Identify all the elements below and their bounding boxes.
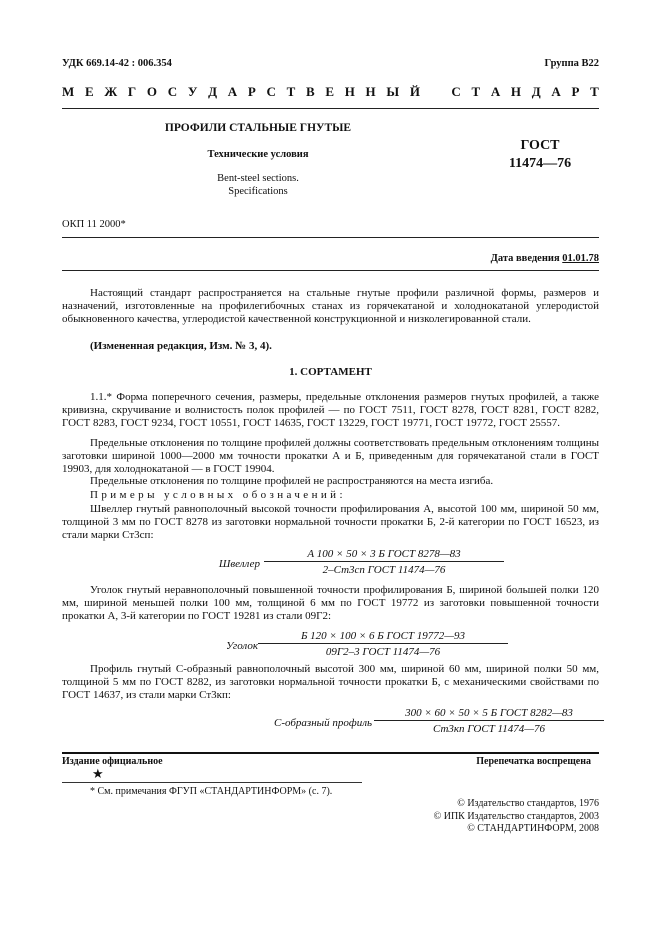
copyright-block (434, 798, 599, 836)
english-title (62, 172, 454, 198)
banner-letter: Ж (104, 84, 118, 99)
date-label: Дата введения (490, 253, 560, 264)
banner-letter: Е (325, 84, 334, 99)
reprint-prohibited: Перепечатка воспрещена (476, 756, 591, 767)
standard-subtitle: Технические условия (207, 149, 309, 160)
banner-letter: Е (84, 84, 94, 99)
example-3-numerator: 300 × 60 × 50 × 5 Б ГОСТ 8282—83 (374, 707, 604, 721)
footnote-rule (62, 782, 362, 783)
example-1-formula (62, 548, 599, 580)
banner-gap (431, 84, 441, 100)
banner-letter: Р (247, 84, 256, 99)
banner-letter: Н (365, 84, 376, 99)
example-2-fraction (258, 630, 508, 658)
banner-letter: Д (531, 84, 541, 99)
udk-code: УДК 669.14-42 : 006.354 (62, 58, 172, 69)
english-title-line-2: Specifications (228, 186, 288, 197)
banner-letter: Н (344, 84, 355, 99)
example-2-label: Уголок (226, 640, 258, 652)
example-3-fraction (374, 707, 604, 735)
example-1-fraction (264, 548, 504, 576)
banner-letter: С (266, 84, 276, 99)
banner-letter: А (490, 84, 501, 99)
banner-letter: С (167, 84, 178, 99)
banner-letter: В (305, 84, 315, 99)
date-rule (62, 270, 599, 271)
footnote: * См. примечания ФГУП «СТАНДАРТИНФОРМ» (с. 7). (90, 786, 333, 797)
gost-code: 11474—76 (508, 156, 572, 171)
banner-letter: Т (286, 84, 296, 99)
amendment-note: (Измененная редакция, Изм. № 3, 4). (90, 340, 272, 352)
example-3-label: С-образный профиль (274, 717, 372, 729)
banner-letter: Й (409, 84, 420, 99)
okp-rule (62, 237, 599, 238)
date-value: 01.01.78 (562, 253, 599, 264)
banner-letter: У (187, 84, 198, 99)
english-title-line-1: Bent-steel sections. (217, 173, 299, 184)
copyright-1976: © Издательство стандартов, 1976 (457, 798, 599, 809)
banner-letter: Р (571, 84, 580, 99)
example-1-numerator: А 100 × 50 × 3 Б ГОСТ 8278—83 (264, 548, 504, 562)
example-1-label: Швеллер (218, 558, 260, 570)
example-3-denominator: Ст3кп ГОСТ 11474—76 (432, 723, 546, 735)
banner-letter: М (62, 84, 75, 99)
copyright-2008: © СТАНДАРТИНФОРМ, 2008 (467, 823, 599, 834)
official-edition: Издание официальное (62, 756, 163, 767)
star-icon: ★ (92, 766, 104, 781)
example-2-denominator: 09Г2–3 ГОСТ 11474—76 (325, 646, 441, 658)
header-rule (62, 108, 599, 109)
paragraph-tolerances: Предельные отклонения по толщине профилей должны соответствовать предельным отклонениям толщины заготовки шириной 1000—2000 мм точности прокатки А и Б, приведенным для горячекатаной стали в ГОСТ 19903, для холоднокатаной — в ГОСТ 19904. (62, 437, 599, 476)
example-2-numerator: Б 120 × 100 × 6 Б ГОСТ 19772—93 (258, 630, 508, 644)
example-1-text: Швеллер гнутый равнополочный высокой точности профилирования А, высотой 100 мм, шириной 50 мм, толщиной 3 мм по ГОСТ 8278 из заготовки нормальной точности прокатки Б, 2-й категории по ГОСТ 16523, из стали марки Ст3сп: (62, 503, 599, 542)
gost-label: ГОСТ (520, 138, 560, 153)
example-1-denominator: 2–Ст3сп ГОСТ 11474—76 (322, 564, 446, 576)
banner-letter: А (227, 84, 238, 99)
banner-letter: С (451, 84, 461, 99)
intro-paragraph: Настоящий стандарт распространяется на стальные гнутые профили различной формы, размеров и назначений, изготовленные на профилегибочных станах из горячекатаной и холоднокатаной углеродистой обыкновенного качества, углеродистой качественной конструкционной и низколегированной стали. (62, 287, 599, 326)
banner-letter: Т (590, 84, 599, 99)
example-3-text: Профиль гнутый С-образный равнополочный высотой 300 мм, шириной 60 мм, шириной полки 50 мм, толщиной 5 мм по ГОСТ 8282, из заготовки нормальной точности прокатки Б, с механическими свойствами по ГОСТ 14637, из стали марки Ст3кп: (62, 663, 599, 702)
banner-letter: Т (471, 84, 481, 99)
paragraph-bend-note: Предельные отклонения по толщине профилей не распространяются на места изгиба. (90, 475, 494, 487)
footer-rule (62, 752, 599, 754)
okp-code: ОКП 11 2000* (62, 219, 126, 230)
copyright-2003: © ИПК Издательство стандартов, 2003 (433, 810, 599, 822)
group-code: Группа В22 (544, 58, 599, 69)
banner-letter: О (146, 84, 158, 99)
interstate-standard-banner (62, 84, 599, 100)
example-3-formula (62, 707, 599, 739)
banner-letter: Ы (386, 84, 400, 99)
banner-letter: Н (510, 84, 522, 99)
examples-heading: Примеры условных обозначений: (90, 489, 346, 501)
example-2-formula (62, 630, 599, 662)
standard-title: ПРОФИЛИ СТАЛЬНЫЕ ГНУТЫЕ (164, 122, 352, 134)
banner-letter: А (551, 84, 561, 99)
paragraph-1-1: 1.1.* Форма поперечного сечения, размеры, предельные отклонения размеров гнутых профилей, а также кривизна, скручивание и волнистость полок профилей — по ГОСТ 7511, ГОСТ 8278, ГОСТ 8281, ГОСТ 8282, ГОСТ 8283, ГОСТ 9234, ГОСТ 10551, ГОСТ 14635, ГОСТ 13229, ГОСТ 19771, ГОСТ 19772, ГОСТ 25557. (62, 391, 599, 430)
section-title: 1. СОРТАМЕНТ (289, 366, 372, 378)
gost-number (495, 137, 585, 173)
banner-letter: Г (127, 84, 137, 99)
banner-letter: Д (208, 84, 218, 99)
example-2-text: Уголок гнутый неравнополочный повышенной точности профилирования Б, шириной большей полки 120 мм, шириной меньшей полки 100 мм, толщиной 6 мм по ГОСТ 19772 из заготовки повышенной точности прокатки А, 3-й категории по ГОСТ 19281 из стали 09Г2: (62, 584, 599, 623)
introduction-date (491, 253, 599, 264)
